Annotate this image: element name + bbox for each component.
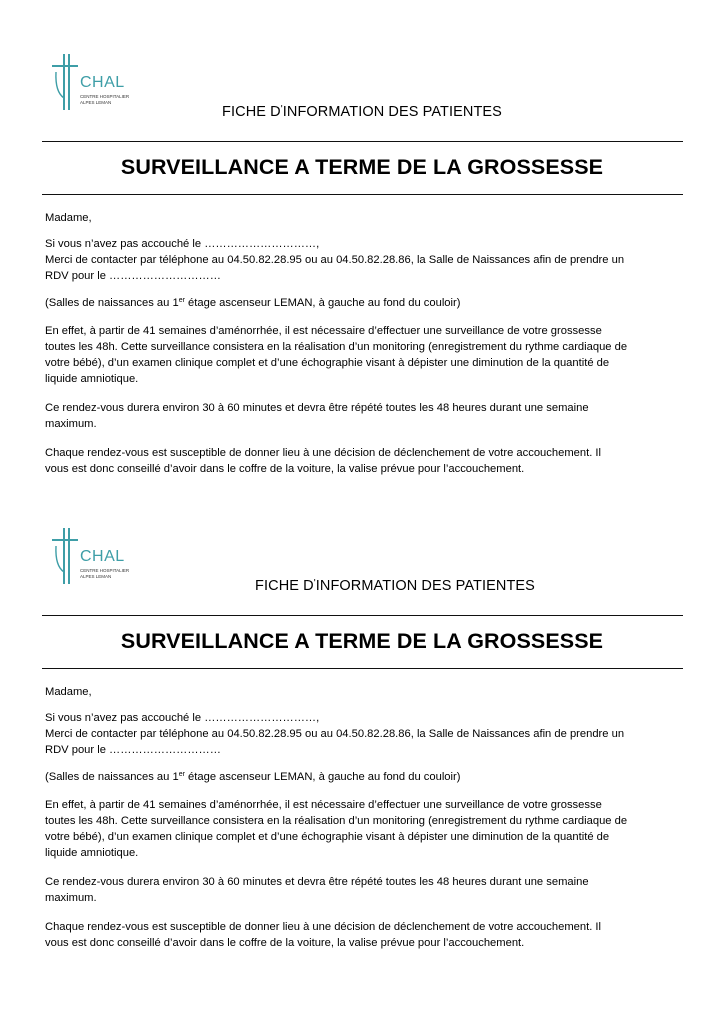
logo-cross-icon: [50, 526, 82, 586]
body-line: Si vous n’avez pas accouché le …………………………,: [45, 238, 320, 250]
location-text: (Salles de naissances au 1: [45, 771, 179, 783]
body-line: liquide amniotique.: [45, 373, 139, 385]
document-title: SURVEILLANCE A TERME DE LA GROSSESSE: [120, 155, 604, 179]
body-line: maximum.: [45, 892, 97, 904]
logo-name: CHAL: [80, 548, 125, 565]
body-line: vous est donc conseillé d’avoir dans le coffre de la voiture, la valise prévue pour l’accouchement.: [45, 463, 525, 475]
body-line: RDV pour le …………………………: [45, 744, 221, 756]
header-text: INFORMATION DES PATIENTES: [282, 104, 502, 120]
logo-subtitle-line: CENTRE HOSPITALIER: [80, 568, 130, 573]
document-title: SURVEILLANCE A TERME DE LA GROSSESSE: [120, 629, 604, 653]
body-line: Chaque rendez-vous est susceptible de donner lieu à une décision de déclenchement de votre accouchement. Il: [45, 447, 601, 459]
location-text: (Salles de naissances au 1: [45, 297, 179, 309]
salutation: Madame,: [45, 212, 92, 224]
header-apostrophe: ': [313, 578, 316, 589]
body-line: votre bébé), d’un examen clinique complet et d’une échographie visant à dépister une diminution de la quantité de: [45, 357, 610, 369]
logo-subtitle-line: CENTRE HOSPITALIER: [80, 94, 130, 99]
body-line: maximum.: [45, 418, 97, 430]
ordinal-suffix: er: [178, 297, 185, 304]
body-line: En effet, à partir de 41 semaines d’aménorrhée, il est nécessaire d’effectuer une surveillance de votre grossesse: [45, 325, 602, 337]
body-line: En effet, à partir de 41 semaines d’aménorrhée, il est nécessaire d’effectuer une surveillance de votre grossesse: [45, 799, 602, 811]
body-line: votre bébé), d’un examen clinique complet et d’une échographie visant à dépister une diminution de la quantité de: [45, 831, 610, 843]
divider: [42, 194, 683, 195]
location-note: [45, 769, 685, 785]
divider: [42, 615, 683, 616]
body-line: Merci de contacter par téléphone au 04.50.82.28.95 ou au 04.50.82.28.86, la Salle de Naissances afin de prendre un: [45, 254, 625, 266]
logo-name: CHAL: [80, 74, 125, 91]
location-text: étage ascenseur LEMAN, à gauche au fond du couloir): [184, 771, 461, 783]
logo-subtitle-line: ALPES LEMAN: [80, 573, 112, 579]
body-line: Ce rendez-vous durera environ 30 à 60 minutes et devra être répété toutes les 48 heures durant une semaine: [45, 402, 589, 414]
body-line: Merci de contacter par téléphone au 04.50.82.28.95 ou au 04.50.82.28.86, la Salle de Naissances afin de prendre un: [45, 728, 625, 740]
body-line: Ce rendez-vous durera environ 30 à 60 minutes et devra être répété toutes les 48 heures durant une semaine: [45, 876, 589, 888]
logo-cross-icon: [50, 52, 82, 112]
body-line: toutes les 48h. Cette surveillance consistera en la réalisation d’un monitoring (enregistrement du rythme cardiaque de: [45, 815, 628, 827]
location-note: [45, 295, 685, 311]
header-text: INFORMATION DES PATIENTES: [315, 578, 535, 594]
header-text: FICHE D: [222, 104, 281, 120]
document-header: [33, 578, 724, 594]
document-header: [0, 104, 724, 120]
body-line: Chaque rendez-vous est susceptible de donner lieu à une décision de déclenchement de votre accouchement. Il: [45, 921, 601, 933]
logo-subtitle-line: ALPES LEMAN: [80, 99, 112, 105]
body-line: RDV pour le …………………………: [45, 270, 221, 282]
body-line: vous est donc conseillé d’avoir dans le coffre de la voiture, la valise prévue pour l’accouchement.: [45, 937, 525, 949]
body-line: toutes les 48h. Cette surveillance consistera en la réalisation d’un monitoring (enregistrement du rythme cardiaque de: [45, 341, 628, 353]
hospital-logo: [50, 526, 140, 586]
hospital-logo: [50, 52, 140, 112]
header-text: FICHE D: [255, 578, 314, 594]
body-line: liquide amniotique.: [45, 847, 139, 859]
header-apostrophe: ': [280, 104, 283, 115]
ordinal-suffix: er: [178, 771, 185, 778]
body-line: Si vous n’avez pas accouché le …………………………,: [45, 712, 320, 724]
salutation: Madame,: [45, 686, 92, 698]
divider: [42, 141, 683, 142]
divider: [42, 668, 683, 669]
location-text: étage ascenseur LEMAN, à gauche au fond du couloir): [184, 297, 461, 309]
info-sheet-bottom: [0, 474, 724, 986]
